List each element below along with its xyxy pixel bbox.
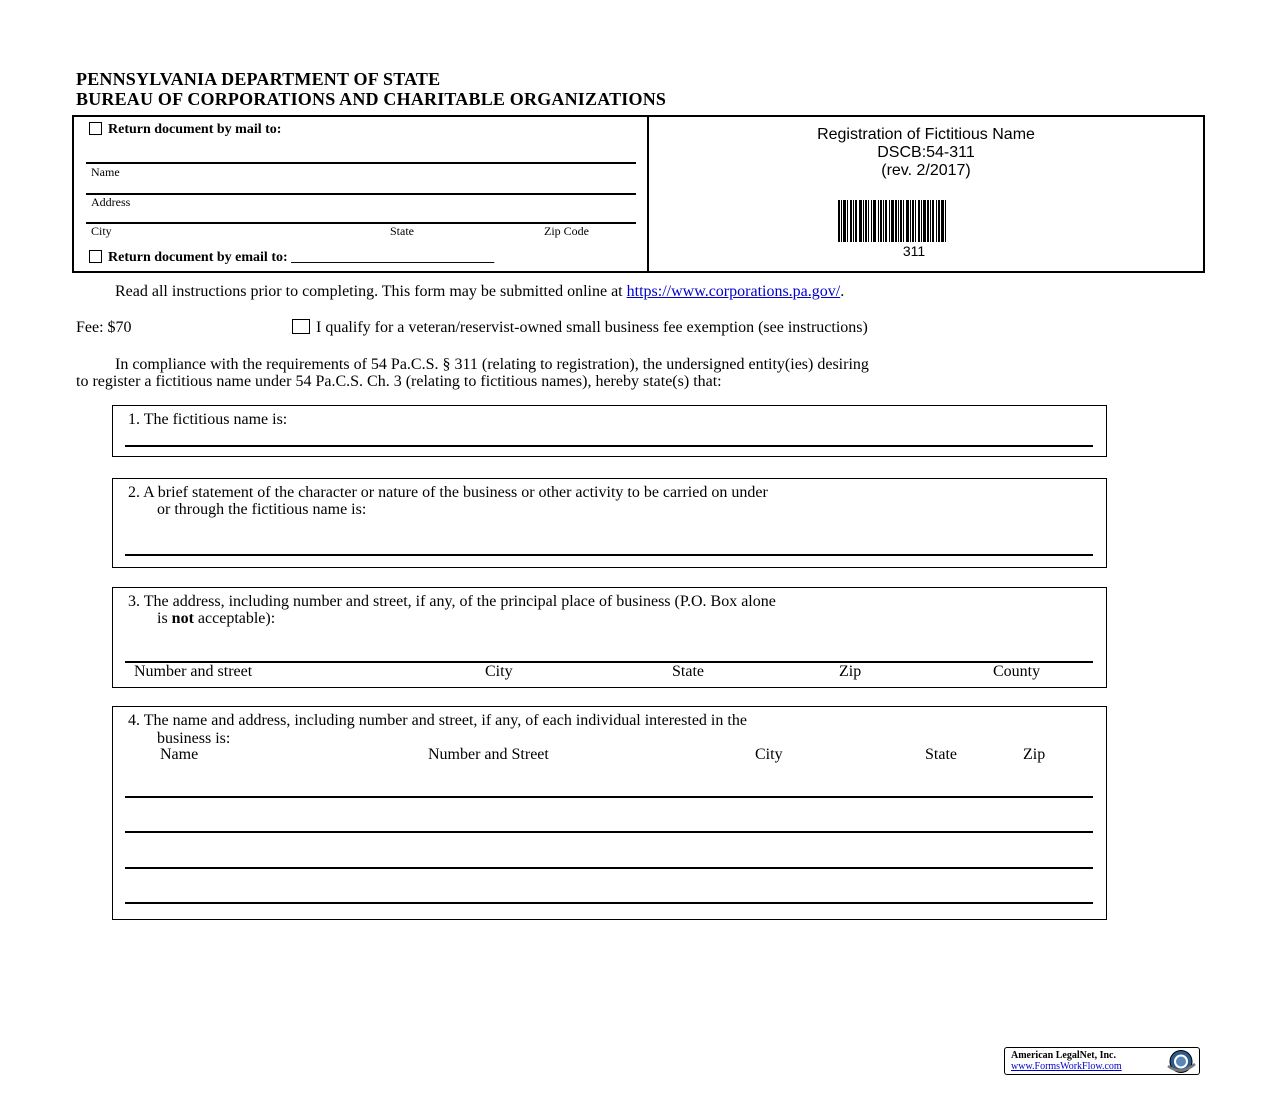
individual-line-3[interactable] bbox=[125, 867, 1093, 869]
section-3-is: is bbox=[157, 610, 172, 627]
return-document-box bbox=[72, 115, 649, 273]
section-2-line-1: 2. A brief statement of the character or nature of the business or other activity to be carried on under bbox=[128, 484, 768, 501]
bureau-title: BUREAU OF CORPORATIONS AND CHARITABLE ORGANIZATIONS bbox=[76, 89, 667, 109]
name-line[interactable] bbox=[86, 162, 636, 164]
fee-exemption-checkbox[interactable] bbox=[292, 319, 310, 334]
globe-icon bbox=[1162, 1048, 1200, 1075]
barcode bbox=[838, 200, 948, 242]
city-label: City bbox=[91, 224, 112, 238]
name-label: Name bbox=[91, 165, 120, 179]
email-input-line[interactable]: _____________________________ bbox=[291, 250, 495, 265]
section-3-box bbox=[112, 587, 1107, 688]
compliance-line-1: In compliance with the requirements of 54 Pa.C.S. § 311 (relating to registration), the undersigned entity(ies) desiring bbox=[115, 356, 869, 373]
section-3-line-2 bbox=[157, 610, 275, 628]
section-3-line-1: 3. The address, including number and street, if any, of the principal place of business (P.O. Box alone bbox=[128, 593, 776, 610]
col-state: State bbox=[925, 746, 957, 763]
section-2-line-2: or through the fictitious name is: bbox=[157, 501, 367, 518]
return-by-mail-checkbox[interactable] bbox=[89, 122, 102, 135]
business-nature-line[interactable] bbox=[125, 554, 1093, 556]
return-by-email-label: Return document by email to: bbox=[108, 250, 288, 265]
col-city: City bbox=[755, 746, 783, 763]
section-3-acceptable: acceptable): bbox=[193, 610, 276, 627]
col-number-street: Number and street bbox=[134, 663, 253, 680]
legalnet-logo bbox=[1004, 1047, 1200, 1075]
principal-address-line[interactable] bbox=[125, 661, 1093, 663]
form-revision: (rev. 2/2017) bbox=[881, 162, 971, 179]
individual-line-2[interactable] bbox=[125, 831, 1093, 833]
section-4-box bbox=[112, 706, 1107, 920]
col-number-and-street: Number and Street bbox=[428, 746, 549, 763]
fee-exemption-label: I qualify for a veteran/reservist-owned small business fee exemption (see instructions) bbox=[316, 319, 868, 336]
return-by-mail-label: Return document by mail to: bbox=[108, 122, 282, 137]
address-label: Address bbox=[91, 195, 131, 209]
address-line[interactable] bbox=[86, 193, 636, 195]
form-title: Registration of Fictitious Name bbox=[817, 126, 1035, 143]
instructions-period: . bbox=[840, 283, 845, 300]
return-by-email-row bbox=[89, 250, 494, 266]
col-name: Name bbox=[160, 746, 199, 763]
instructions-text bbox=[115, 283, 844, 301]
section-1-box bbox=[112, 405, 1107, 457]
col-zip: Zip bbox=[839, 663, 862, 680]
col-state: State bbox=[672, 663, 704, 680]
section-1-label: 1. The fictitious name is: bbox=[128, 411, 288, 428]
col-county: County bbox=[993, 663, 1041, 680]
department-title: PENNSYLVANIA DEPARTMENT OF STATE bbox=[76, 69, 441, 89]
section-3-not: not bbox=[171, 610, 194, 627]
legalnet-company: American LegalNet, Inc. bbox=[1011, 1050, 1116, 1061]
barcode-number: 311 bbox=[902, 243, 926, 259]
section-4-line-2: business is: bbox=[157, 730, 231, 747]
compliance-line-2: to register a fictitious name under 54 Pa.C.S. Ch. 3 (relating to fictitious names), hereby state(s) that: bbox=[76, 373, 722, 390]
section-4-line-1: 4. The name and address, including number and street, if any, of each individual interested in the bbox=[128, 712, 747, 729]
form-code: DSCB:54-311 bbox=[877, 144, 975, 161]
col-city: City bbox=[485, 663, 513, 680]
zip-code-label: Zip Code bbox=[544, 224, 589, 238]
individual-line-1[interactable] bbox=[125, 796, 1093, 798]
instructions-label: Read all instructions prior to completing. This form may be submitted online at bbox=[115, 283, 623, 300]
form-title-box bbox=[647, 115, 1205, 273]
section-2-box bbox=[112, 478, 1107, 568]
individual-line-4[interactable] bbox=[125, 902, 1093, 904]
corporations-link[interactable]: https://www.corporations.pa.gov/ bbox=[626, 283, 841, 300]
return-by-mail-row bbox=[89, 122, 281, 138]
col-zip: Zip bbox=[1023, 746, 1046, 763]
fictitious-name-line[interactable] bbox=[125, 445, 1093, 447]
fee-exemption-row bbox=[292, 319, 868, 337]
return-by-email-checkbox[interactable] bbox=[89, 250, 102, 263]
fee-label: Fee: $70 bbox=[76, 319, 132, 336]
form-title-block bbox=[649, 126, 1203, 180]
state-label: State bbox=[390, 224, 414, 238]
barcode-gap bbox=[946, 200, 948, 242]
legalnet-url[interactable]: www.FormsWorkFlow.com bbox=[1011, 1061, 1122, 1072]
